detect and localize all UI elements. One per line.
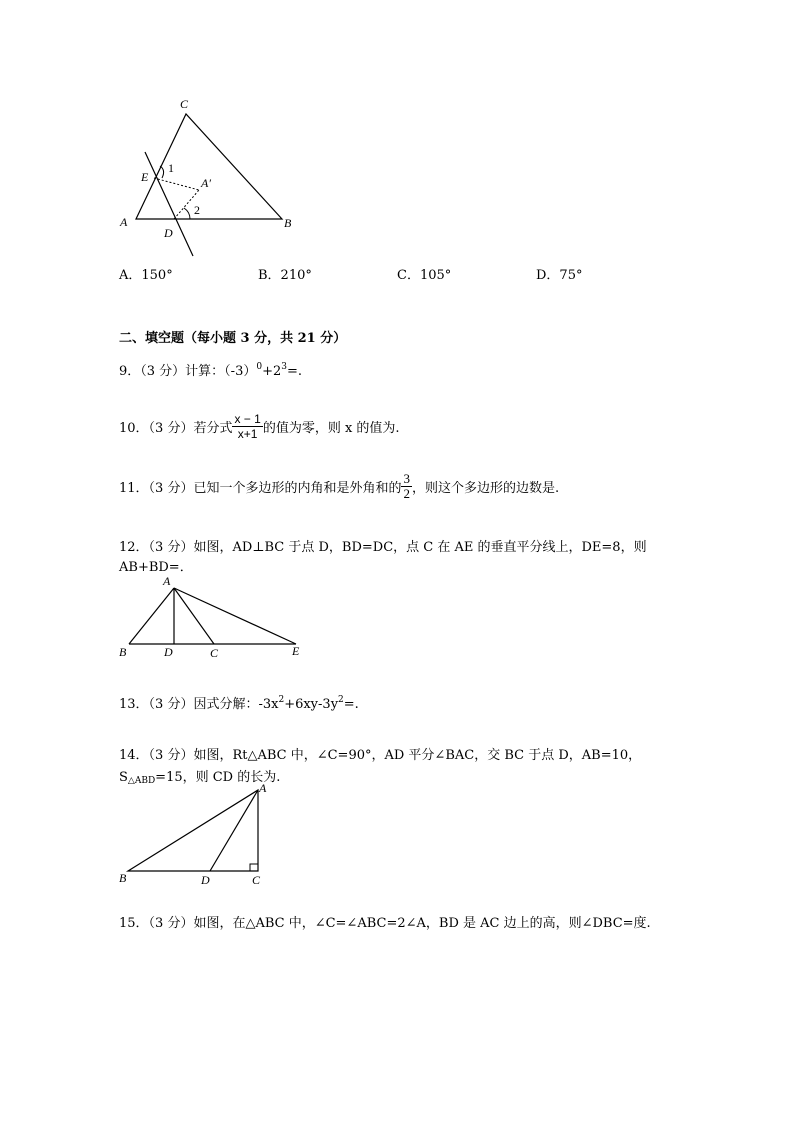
choice-b: B．210° (258, 268, 312, 283)
segment-ab (129, 588, 174, 644)
segment-ac (174, 588, 214, 644)
q14-area-sub: △ABD (127, 776, 156, 786)
label-d: D (164, 226, 173, 240)
q13-text1: 13．（3 分）因式分解：-3x (119, 697, 279, 712)
label-2: 2 (194, 203, 200, 217)
q11-text2: ，则这个多边形的边数是. (411, 481, 560, 496)
label-d: D (164, 645, 173, 659)
q10-numerator: x − 1 (234, 412, 261, 426)
figure-triangle-ade (110, 572, 320, 664)
label-c: C (180, 97, 189, 111)
q9-text1: 9．（3 分）计算：（-3） (119, 364, 257, 379)
q13-exp1: 2 (278, 695, 285, 705)
q9-exp3: 3 (281, 362, 287, 372)
question-15: 15．（3 分）如图，在△ABC 中，∠C=∠ABC=2∠A，BD 是 AC 边上的高，则∠DBC=度. (119, 916, 651, 931)
q11-fraction (401, 472, 412, 501)
figure-right-triangle (110, 780, 280, 890)
angle-2-arc (184, 208, 190, 219)
dashed-ea-prime (154, 178, 199, 190)
label-c: C (252, 873, 261, 887)
question-12-line1: 12．（3 分）如图，AD⊥BC 于点 D，BD=DC，点 C 在 AE 的垂直平分线上，DE=8，则 (119, 540, 647, 555)
question-14-line1: 14．（3 分）如图，Rt△ABC 中，∠C=90°，AD 平分∠BAC，交 BC 于点 D，AB=10， (119, 748, 642, 763)
triangle-abc (128, 790, 258, 871)
q14-text2: =15，则 CD 的长为. (155, 770, 281, 785)
q11-denominator: 2 (403, 486, 410, 501)
q10-text1: 10．（3 分）若分式 (119, 421, 233, 436)
q13-text3: =. (343, 697, 359, 712)
label-a: A (120, 215, 128, 229)
q14-area-s: S (119, 770, 128, 785)
q10-text2: 的值为零，则 x 的值为. (262, 421, 400, 436)
q10-denominator: x+1 (237, 427, 258, 441)
figure-triangle-fold (110, 92, 310, 267)
q9-text2: +2 (262, 364, 282, 379)
choice-a: A．150° (119, 268, 173, 283)
q13-text2: +6xy-3y (284, 697, 339, 712)
label-b: B (119, 645, 127, 659)
q9-exp0: 0 (256, 362, 263, 372)
q10-fraction (232, 412, 262, 441)
q13-exp2: 2 (338, 695, 344, 705)
question-10 (119, 412, 400, 441)
label-c: C (210, 646, 219, 660)
label-1: 1 (168, 161, 174, 175)
segment-ae (174, 588, 296, 644)
q11-text1: 11．（3 分）已知一个多边形的内角和是外角和的 (119, 481, 402, 496)
choice-d: D．75° (536, 268, 583, 283)
label-b: B (119, 871, 127, 885)
label-a-prime: A′ (201, 176, 211, 190)
triangle-abc (136, 114, 282, 219)
right-angle-mark (250, 864, 258, 871)
label-e: E (141, 170, 149, 184)
label-a: A (259, 781, 267, 795)
q9-text3: =. (286, 364, 303, 379)
label-a: A (163, 574, 171, 588)
label-e: E (292, 644, 300, 658)
question-9 (119, 360, 302, 379)
label-b: B (284, 216, 292, 230)
q11-numerator: 3 (403, 471, 410, 486)
segment-ad (210, 790, 258, 871)
label-d: D (201, 873, 210, 887)
section-title: 二、填空题（每小题 3 分，共 21 分） (119, 331, 347, 346)
question-11 (119, 472, 559, 501)
choice-c: C．105° (397, 268, 452, 283)
question-12-line2: AB+BD=． (119, 560, 193, 575)
question-13 (119, 693, 359, 712)
